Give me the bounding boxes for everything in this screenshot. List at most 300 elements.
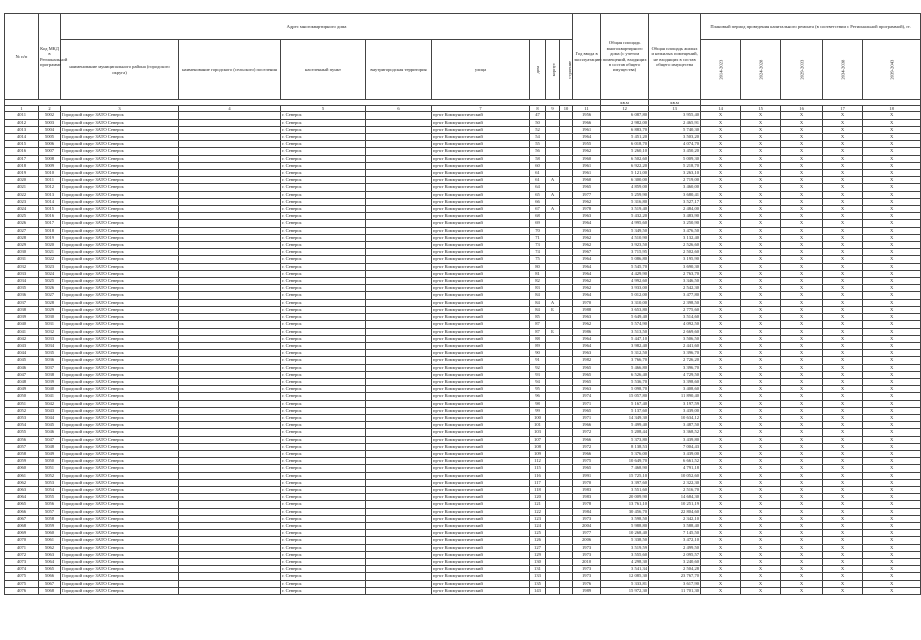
table-row bbox=[5, 148, 921, 155]
cell-period-4: X bbox=[823, 479, 863, 486]
cell-year: 1972 bbox=[573, 443, 601, 450]
cell-building bbox=[546, 587, 560, 594]
cell-total-area: 3 715,95 bbox=[601, 249, 649, 256]
cell-intracity bbox=[366, 386, 432, 393]
cell-year: 1962 bbox=[573, 148, 601, 155]
cell-locality: г. Северск bbox=[281, 170, 366, 177]
cell-house: 135 bbox=[530, 580, 546, 587]
cell-period-1: X bbox=[701, 306, 741, 313]
cell-cost: 3 396,70 bbox=[649, 350, 701, 357]
cell-period-3: X bbox=[781, 206, 823, 213]
cell-period-2: X bbox=[741, 573, 781, 580]
cell-period-3: X bbox=[781, 371, 823, 378]
cell-total-area: 3 933,00 bbox=[601, 285, 649, 292]
cell-cost: 3 472,10 bbox=[649, 537, 701, 544]
cell-street: пр-кт Коммунистический bbox=[432, 314, 530, 321]
cell-period-1: X bbox=[701, 472, 741, 479]
cell-house: 87 bbox=[530, 328, 546, 335]
cell-settlement bbox=[179, 559, 281, 566]
cell-mkd-id: 5021 bbox=[39, 249, 61, 256]
cell-structure bbox=[560, 580, 573, 587]
column-number: 1 bbox=[5, 106, 39, 112]
table-row bbox=[5, 155, 921, 162]
cell-period-2: X bbox=[741, 501, 781, 508]
cell-street: пр-кт Коммунистический bbox=[432, 566, 530, 573]
cell-intracity bbox=[366, 472, 432, 479]
cell-street: пр-кт Коммунистический bbox=[432, 170, 530, 177]
cell-period-2: X bbox=[741, 407, 781, 414]
cell-building bbox=[546, 285, 560, 292]
table-row bbox=[5, 400, 921, 407]
cell-period-1: X bbox=[701, 544, 741, 551]
cell-street: пр-кт Коммунистический bbox=[432, 386, 530, 393]
cell-period-4: X bbox=[823, 587, 863, 594]
cell-period-3: X bbox=[781, 386, 823, 393]
column-number: 8 bbox=[530, 106, 546, 112]
cell-street: пр-кт Коммунистический bbox=[432, 472, 530, 479]
cell-period-1: X bbox=[701, 249, 741, 256]
cell-period-2: X bbox=[741, 537, 781, 544]
cell-structure bbox=[560, 522, 573, 529]
cell-house: 130 bbox=[530, 559, 546, 566]
cell-num: 4036 bbox=[5, 292, 39, 299]
cell-intracity bbox=[366, 119, 432, 126]
cell-period-5: X bbox=[863, 134, 921, 141]
cell-intracity bbox=[366, 148, 432, 155]
cell-period-1: X bbox=[701, 148, 741, 155]
cell-total-area: 3 923,50 bbox=[601, 242, 649, 249]
cell-municipality: Городской округ ЗАТО Северск bbox=[61, 342, 179, 349]
cell-locality: г. Северск bbox=[281, 162, 366, 169]
cell-period-4: X bbox=[823, 126, 863, 133]
header-total-area: Общая площадь многоквартирного дома (с учетом помещений, входящих в состав общего имущества) bbox=[601, 14, 649, 100]
cell-cost: 3 680,41 bbox=[649, 191, 701, 198]
table-row bbox=[5, 472, 921, 479]
cell-period-5: X bbox=[863, 249, 921, 256]
column-number: 6 bbox=[366, 106, 432, 112]
cell-structure bbox=[560, 501, 573, 508]
cell-total-area: 3 513,50 bbox=[601, 328, 649, 335]
cell-house: 87 bbox=[530, 321, 546, 328]
cell-period-2: X bbox=[741, 321, 781, 328]
cell-street: пр-кт Коммунистический bbox=[432, 278, 530, 285]
cell-intracity bbox=[366, 314, 432, 321]
cell-municipality: Городской округ ЗАТО Северск bbox=[61, 314, 179, 321]
cell-locality: г. Северск bbox=[281, 191, 366, 198]
cell-period-3: X bbox=[781, 242, 823, 249]
cell-year: 1973 bbox=[573, 515, 601, 522]
cell-cost: 3 450,20 bbox=[649, 148, 701, 155]
cell-building bbox=[546, 400, 560, 407]
cell-period-5: X bbox=[863, 292, 921, 299]
cell-period-4: X bbox=[823, 436, 863, 443]
cell-municipality: Городской округ ЗАТО Северск bbox=[61, 198, 179, 205]
cell-street: пр-кт Коммунистический bbox=[432, 537, 530, 544]
cell-period-1: X bbox=[701, 559, 741, 566]
cell-street: пр-кт Коммунистический bbox=[432, 328, 530, 335]
cell-period-2: X bbox=[741, 177, 781, 184]
cell-total-area: 6 018,70 bbox=[601, 141, 649, 148]
cell-intracity bbox=[366, 155, 432, 162]
cell-period-4: X bbox=[823, 544, 863, 551]
cell-settlement bbox=[179, 400, 281, 407]
cell-period-4: X bbox=[823, 328, 863, 335]
cell-street: пр-кт Коммунистический bbox=[432, 515, 530, 522]
cell-settlement bbox=[179, 422, 281, 429]
cell-period-2: X bbox=[741, 227, 781, 234]
cell-period-1: X bbox=[701, 191, 741, 198]
cell-period-4: X bbox=[823, 342, 863, 349]
cell-mkd-id: 5011 bbox=[39, 177, 61, 184]
cell-period-3: X bbox=[781, 162, 823, 169]
cell-settlement bbox=[179, 170, 281, 177]
cell-building bbox=[546, 551, 560, 558]
cell-municipality: Городской округ ЗАТО Северск bbox=[61, 559, 179, 566]
cell-intracity bbox=[366, 436, 432, 443]
cell-cost: 2 502,60 bbox=[649, 249, 701, 256]
cell-period-2: X bbox=[741, 119, 781, 126]
cell-total-area: 5 499,40 bbox=[601, 422, 649, 429]
cell-locality: г. Северск bbox=[281, 465, 366, 472]
cell-total-area: 5 376,00 bbox=[601, 450, 649, 457]
column-number: 3 bbox=[61, 106, 179, 112]
cell-total-area: 6 526,40 bbox=[601, 371, 649, 378]
cell-structure bbox=[560, 278, 573, 285]
cell-period-5: X bbox=[863, 458, 921, 465]
cell-period-5: X bbox=[863, 508, 921, 515]
cell-structure bbox=[560, 256, 573, 263]
cell-num: 4021 bbox=[5, 184, 39, 191]
cell-period-5: X bbox=[863, 544, 921, 551]
cell-cost: 3 476,50 bbox=[649, 227, 701, 234]
cell-period-4: X bbox=[823, 386, 863, 393]
cell-period-1: X bbox=[701, 342, 741, 349]
cell-municipality: Городской округ ЗАТО Северск bbox=[61, 587, 179, 594]
cell-num: 4065 bbox=[5, 501, 39, 508]
cell-intracity bbox=[366, 177, 432, 184]
cell-street: пр-кт Коммунистический bbox=[432, 443, 530, 450]
cell-house: 80 bbox=[530, 263, 546, 270]
cell-total-area: 4 510,90 bbox=[601, 234, 649, 241]
cell-period-2: X bbox=[741, 371, 781, 378]
table-row bbox=[5, 206, 921, 213]
cell-building: А bbox=[546, 206, 560, 213]
cell-locality: г. Северск bbox=[281, 206, 366, 213]
cell-period-3: X bbox=[781, 342, 823, 349]
cell-intracity bbox=[366, 530, 432, 537]
cell-period-5: X bbox=[863, 126, 921, 133]
cell-num: 4018 bbox=[5, 162, 39, 169]
cell-num: 4054 bbox=[5, 422, 39, 429]
cell-house: 74 bbox=[530, 249, 546, 256]
cell-municipality: Городской округ ЗАТО Северск bbox=[61, 263, 179, 270]
cell-mkd-id: 5044 bbox=[39, 414, 61, 421]
cell-period-5: X bbox=[863, 198, 921, 205]
cell-period-5: X bbox=[863, 350, 921, 357]
cell-period-3: X bbox=[781, 134, 823, 141]
cell-year: 2006 bbox=[573, 537, 601, 544]
table-row bbox=[5, 566, 921, 573]
cell-num: 4038 bbox=[5, 306, 39, 313]
cell-intracity bbox=[366, 198, 432, 205]
cell-mkd-id: 5061 bbox=[39, 537, 61, 544]
cell-mkd-id: 5008 bbox=[39, 155, 61, 162]
cell-house: 52 bbox=[530, 126, 546, 133]
cell-period-3: X bbox=[781, 270, 823, 277]
cell-period-1: X bbox=[701, 126, 741, 133]
cell-period-3: X bbox=[781, 148, 823, 155]
cell-year: 1983 bbox=[573, 494, 601, 501]
cell-total-area: 12 085,30 bbox=[601, 573, 649, 580]
cell-settlement bbox=[179, 141, 281, 148]
cell-num: 4032 bbox=[5, 263, 39, 270]
cell-period-3: X bbox=[781, 234, 823, 241]
cell-intracity bbox=[366, 522, 432, 529]
cell-year: 1977 bbox=[573, 530, 601, 537]
cell-house: 56 bbox=[530, 148, 546, 155]
cell-cost: 2 095,57 bbox=[649, 551, 701, 558]
cell-period-2: X bbox=[741, 126, 781, 133]
cell-building bbox=[546, 134, 560, 141]
cell-settlement bbox=[179, 306, 281, 313]
cell-period-5: X bbox=[863, 537, 921, 544]
cell-settlement bbox=[179, 177, 281, 184]
cell-locality: г. Северск bbox=[281, 371, 366, 378]
cell-total-area: 3 598,50 bbox=[601, 515, 649, 522]
cell-structure bbox=[560, 314, 573, 321]
cell-year: 1991 bbox=[573, 472, 601, 479]
cell-locality: г. Северск bbox=[281, 515, 366, 522]
cell-total-area: 6 300,00 bbox=[601, 177, 649, 184]
cell-period-4: X bbox=[823, 573, 863, 580]
cell-intracity bbox=[366, 537, 432, 544]
cell-intracity bbox=[366, 371, 432, 378]
cell-year: 1964 bbox=[573, 335, 601, 342]
table-row bbox=[5, 256, 921, 263]
table-row bbox=[5, 508, 921, 515]
cell-locality: г. Северск bbox=[281, 270, 366, 277]
cell-building bbox=[546, 378, 560, 385]
cell-period-2: X bbox=[741, 162, 781, 169]
cell-period-3: X bbox=[781, 263, 823, 270]
cell-mkd-id: 5022 bbox=[39, 256, 61, 263]
cell-year: 1982 bbox=[573, 357, 601, 364]
cell-period-3: X bbox=[781, 198, 823, 205]
cell-period-4: X bbox=[823, 486, 863, 493]
cell-total-area: 5 260,10 bbox=[601, 148, 649, 155]
cell-locality: г. Северск bbox=[281, 292, 366, 299]
cell-total-area: 5 259,90 bbox=[601, 191, 649, 198]
cell-settlement bbox=[179, 486, 281, 493]
cell-cost: 10 052,60 bbox=[649, 472, 701, 479]
cell-total-area: 3 766,70 bbox=[601, 357, 649, 364]
column-number: 11 bbox=[573, 106, 601, 112]
cell-period-4: X bbox=[823, 450, 863, 457]
cell-period-4: X bbox=[823, 400, 863, 407]
cell-period-5: X bbox=[863, 263, 921, 270]
cell-num: 4026 bbox=[5, 220, 39, 227]
cell-cost: 3 368,52 bbox=[649, 429, 701, 436]
cell-house: 103 bbox=[530, 429, 546, 436]
cell-house: 115 bbox=[530, 465, 546, 472]
cell-mkd-id: 5050 bbox=[39, 458, 61, 465]
cell-cost: 3 398,60 bbox=[649, 378, 701, 385]
cell-street: пр-кт Коммунистический bbox=[432, 256, 530, 263]
cell-house: 99 bbox=[530, 407, 546, 414]
table-row bbox=[5, 119, 921, 126]
cell-municipality: Городской округ ЗАТО Северск bbox=[61, 515, 179, 522]
cell-period-4: X bbox=[823, 177, 863, 184]
cell-total-area: 15 057,80 bbox=[601, 393, 649, 400]
cell-period-5: X bbox=[863, 422, 921, 429]
cell-period-5: X bbox=[863, 472, 921, 479]
table-row bbox=[5, 162, 921, 169]
cell-total-area: 8 138,53 bbox=[601, 443, 649, 450]
cell-cost: 2 775,60 bbox=[649, 306, 701, 313]
cell-period-5: X bbox=[863, 170, 921, 177]
cell-period-1: X bbox=[701, 458, 741, 465]
table-row bbox=[5, 213, 921, 220]
table-row bbox=[5, 278, 921, 285]
cell-structure bbox=[560, 234, 573, 241]
cell-cost: 2 726,20 bbox=[649, 357, 701, 364]
table-row bbox=[5, 335, 921, 342]
cell-period-2: X bbox=[741, 184, 781, 191]
cell-year: 1962 bbox=[573, 285, 601, 292]
table-row bbox=[5, 479, 921, 486]
cell-house: 68 bbox=[530, 213, 546, 220]
cell-mkd-id: 5032 bbox=[39, 328, 61, 335]
cell-structure bbox=[560, 530, 573, 537]
cell-period-2: X bbox=[741, 198, 781, 205]
header-period-2: 2024-2028 bbox=[741, 40, 781, 100]
cell-mkd-id: 5028 bbox=[39, 299, 61, 306]
cell-municipality: Городской округ ЗАТО Северск bbox=[61, 328, 179, 335]
cell-intracity bbox=[366, 321, 432, 328]
cell-structure bbox=[560, 270, 573, 277]
cell-cost: 5 218,70 bbox=[649, 162, 701, 169]
cell-period-3: X bbox=[781, 220, 823, 227]
cell-structure bbox=[560, 292, 573, 299]
cell-year: 1964 bbox=[573, 270, 601, 277]
cell-year: 1964 bbox=[573, 220, 601, 227]
cell-period-1: X bbox=[701, 522, 741, 529]
cell-street: пр-кт Коммунистический bbox=[432, 126, 530, 133]
cell-total-area: 5 208,44 bbox=[601, 429, 649, 436]
cell-period-3: X bbox=[781, 422, 823, 429]
cell-intracity bbox=[366, 278, 432, 285]
cell-period-5: X bbox=[863, 220, 921, 227]
cell-period-2: X bbox=[741, 465, 781, 472]
cell-year: 1986 bbox=[573, 328, 601, 335]
cell-building bbox=[546, 112, 560, 119]
cell-year: 1966 bbox=[573, 119, 601, 126]
cell-mkd-id: 5068 bbox=[39, 587, 61, 594]
cell-street: пр-кт Коммунистический bbox=[432, 112, 530, 119]
table-row bbox=[5, 443, 921, 450]
cell-cost: 10 634,12 bbox=[649, 414, 701, 421]
cell-period-1: X bbox=[701, 278, 741, 285]
cell-period-3: X bbox=[781, 537, 823, 544]
cell-mkd-id: 5045 bbox=[39, 422, 61, 429]
cell-period-3: X bbox=[781, 587, 823, 594]
cell-year: 1964 bbox=[573, 134, 601, 141]
table-row bbox=[5, 141, 921, 148]
cell-cost: 2 542,30 bbox=[649, 285, 701, 292]
cell-house: 117 bbox=[530, 479, 546, 486]
cell-cost: 3 439,00 bbox=[649, 407, 701, 414]
cell-period-4: X bbox=[823, 184, 863, 191]
cell-year: 1966 bbox=[573, 436, 601, 443]
cell-period-1: X bbox=[701, 530, 741, 537]
cell-period-4: X bbox=[823, 213, 863, 220]
cell-street: пр-кт Коммунистический bbox=[432, 263, 530, 270]
cell-locality: г. Северск bbox=[281, 249, 366, 256]
cell-locality: г. Северск bbox=[281, 350, 366, 357]
cell-locality: г. Северск bbox=[281, 306, 366, 313]
cell-year: 1983 bbox=[573, 486, 601, 493]
cell-period-5: X bbox=[863, 162, 921, 169]
cell-year: 2010 bbox=[573, 559, 601, 566]
cell-settlement bbox=[179, 126, 281, 133]
cell-structure bbox=[560, 328, 573, 335]
cell-cost: 3 483,90 bbox=[649, 213, 701, 220]
cell-street: пр-кт Коммунистический bbox=[432, 220, 530, 227]
cell-locality: г. Северск bbox=[281, 400, 366, 407]
cell-period-5: X bbox=[863, 443, 921, 450]
cell-period-5: X bbox=[863, 522, 921, 529]
cell-house: 121 bbox=[530, 501, 546, 508]
cell-num: 4046 bbox=[5, 364, 39, 371]
cell-period-4: X bbox=[823, 162, 863, 169]
cell-house: 82 bbox=[530, 278, 546, 285]
cell-period-4: X bbox=[823, 148, 863, 155]
cell-intracity bbox=[366, 544, 432, 551]
cell-period-5: X bbox=[863, 580, 921, 587]
cell-period-1: X bbox=[701, 270, 741, 277]
cell-num: 4059 bbox=[5, 458, 39, 465]
cell-house: 50 bbox=[530, 119, 546, 126]
cell-num: 4019 bbox=[5, 170, 39, 177]
cell-settlement bbox=[179, 220, 281, 227]
cell-street: пр-кт Коммунистический bbox=[432, 465, 530, 472]
cell-num: 4075 bbox=[5, 573, 39, 580]
cell-period-4: X bbox=[823, 314, 863, 321]
cell-period-2: X bbox=[741, 443, 781, 450]
cell-municipality: Городской округ ЗАТО Северск bbox=[61, 278, 179, 285]
cell-building bbox=[546, 450, 560, 457]
cell-period-5: X bbox=[863, 515, 921, 522]
cell-settlement bbox=[179, 148, 281, 155]
cell-period-1: X bbox=[701, 256, 741, 263]
cell-settlement bbox=[179, 537, 281, 544]
cell-intracity bbox=[366, 414, 432, 421]
cell-street: пр-кт Коммунистический bbox=[432, 242, 530, 249]
cell-settlement bbox=[179, 472, 281, 479]
cell-cost: 3 195,90 bbox=[649, 256, 701, 263]
cell-num: 4015 bbox=[5, 141, 39, 148]
cell-locality: г. Северск bbox=[281, 177, 366, 184]
cell-period-3: X bbox=[781, 227, 823, 234]
cell-structure bbox=[560, 227, 573, 234]
cell-settlement bbox=[179, 587, 281, 594]
cell-mkd-id: 5063 bbox=[39, 551, 61, 558]
cell-period-1: X bbox=[701, 227, 741, 234]
cell-municipality: Городской округ ЗАТО Северск bbox=[61, 580, 179, 587]
cell-num: 4073 bbox=[5, 559, 39, 566]
cell-total-area: 3 519,59 bbox=[601, 544, 649, 551]
cell-building bbox=[546, 170, 560, 177]
